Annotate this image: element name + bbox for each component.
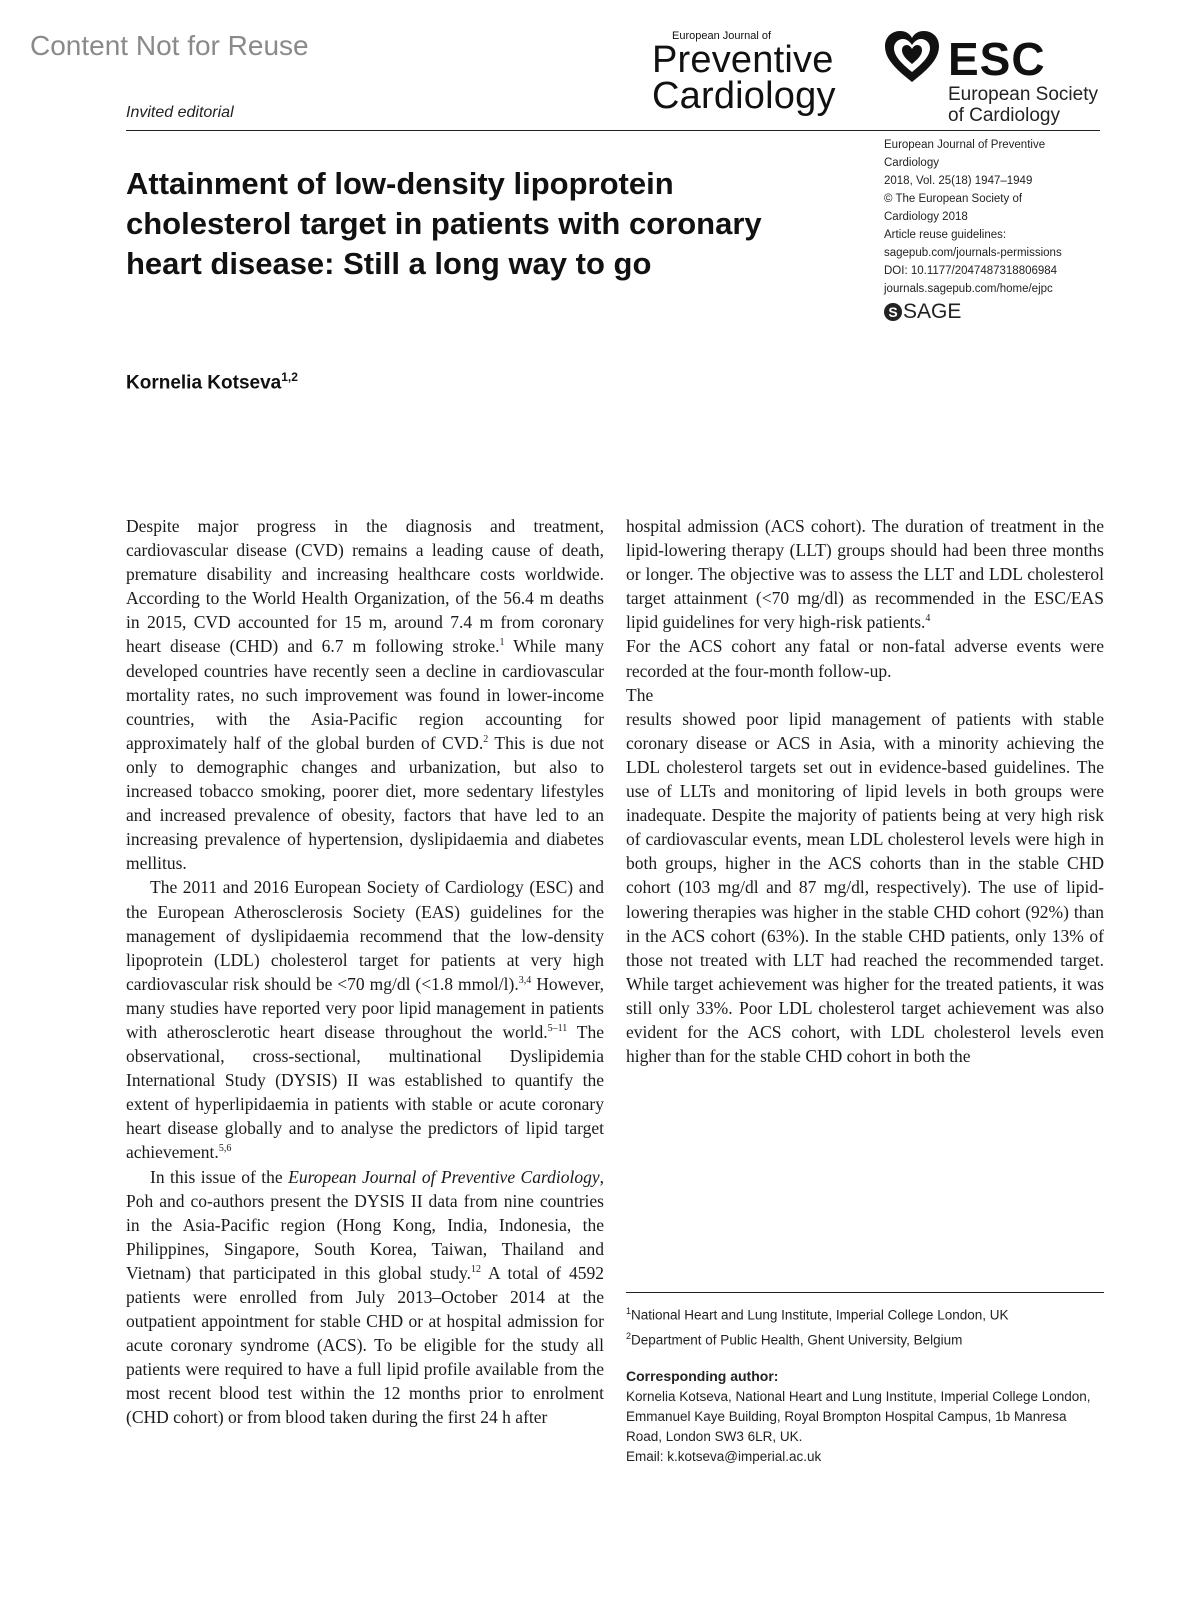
affiliation-text: Department of Public Health, Ghent University, Belgium bbox=[631, 1332, 963, 1347]
meta-line: Article reuse guidelines: bbox=[884, 229, 1007, 241]
body-text: This is due not only to demographic changes and urbanization, but also to increased tobacco smoking, poorer diet, more sedentary lifestyles and increased prevalence of obesity, factors that have led to an increasing prevalence of hypertension, dyslipidaemia and diabetes mellitus. bbox=[126, 732, 604, 874]
sage-badge-icon: S bbox=[884, 303, 902, 321]
meta-link[interactable]: journals.sagepub.com/home/ejpc bbox=[884, 283, 1053, 295]
body-paragraph-4 bbox=[626, 707, 1104, 1068]
meta-line: Cardiology bbox=[884, 157, 939, 169]
author-name: Kornelia Kotseva bbox=[126, 372, 282, 394]
citation-ref[interactable]: 3,4 bbox=[518, 974, 532, 986]
corresponding-author-address: Kornelia Kotseva, National Heart and Lung Institute, Imperial College London, Emmanuel Kaye Building, Royal Brompton Hospital Campus, 1b Manresa Road, London SW3 6LR, UK. bbox=[626, 1389, 1091, 1444]
citation-ref[interactable]: 5,6 bbox=[218, 1143, 232, 1155]
body-text: Despite major progress in the diagnosis and treatment, cardiovascular disease (CVD) remains a leading cause of death, premature disability and increasing healthcare costs worldwide. According to the World Health Organization, of the 56.4 m deaths in 2015, CVD accounted for 15 m, around 7.4 m from coronary heart disease (CHD) and 6.7 m following stroke. bbox=[126, 516, 604, 657]
body-text: While many developed countries have recently seen a decline in cardiovascular mortality rates, no such improvement was found in lower-income countries, with the Asia-Pacific region accounting for approximately half of the global burden of CVD. bbox=[126, 636, 605, 753]
esc-subtitle-line1: European Society bbox=[948, 84, 1098, 105]
body-column-right bbox=[626, 514, 1104, 1068]
body-paragraph-2 bbox=[126, 875, 604, 1164]
corresponding-author-email[interactable]: Email: k.kotseva@imperial.ac.uk bbox=[626, 1449, 822, 1464]
body-text: The bbox=[626, 684, 654, 705]
citation-ref[interactable]: 2 bbox=[483, 734, 489, 746]
journal-logo-line2: Cardiology bbox=[652, 75, 836, 117]
body-text: For the ACS cohort any fatal or non-fatal adverse events were recorded at the four-month follow-up. bbox=[626, 636, 1104, 681]
body-paragraph-1 bbox=[126, 514, 604, 875]
corresponding-author bbox=[626, 1366, 1104, 1467]
citation-ref[interactable]: 5–11 bbox=[547, 1023, 568, 1035]
body-text: A total of 4592 patients were enrolled from July 2013–October 2014 at the outpatient appointment for stable CHD or at hospital admission for acute coronary syndrome (ACS). To be eligible for the study all patients were required to have a full lipid profile available from the most recent blood test within the 12 months prior to enrolment (CHD cohort) or from blood taken during the first 24 h after bbox=[126, 1262, 605, 1428]
meta-doi: DOI: 10.1177/2047487318806984 bbox=[884, 265, 1058, 277]
body-text: hospital admission (ACS cohort). The duration of treatment in the lipid-lowering therapy (LLT) groups should had been three months or longer. The objective was to assess the LLT and LDL cholesterol target attainment (<70 mg/dl) as recommended in the ESC/EAS lipid guidelines for very high-risk patients. bbox=[626, 516, 1104, 633]
journal-name-italic: European Journal of Preventive Cardiology bbox=[288, 1166, 600, 1187]
body-column-left bbox=[126, 514, 604, 1430]
esc-subtitle-line2: of Cardiology bbox=[948, 105, 1060, 126]
section-label: Invited editorial bbox=[126, 104, 234, 121]
body-text: The observational, cross-sectional, multinational Dyslipidemia International Study (DYSIS) II was established to quantify the extent of hyperlipidaemia in patients with stable or acute coronary heart disease globally and to analyse the predictors of lipid target achievement. bbox=[126, 1021, 604, 1163]
body-paragraph-3 bbox=[626, 634, 1104, 682]
header-rule bbox=[126, 130, 1100, 131]
affiliation-item bbox=[626, 1326, 1104, 1351]
esc-subtitle bbox=[948, 84, 1098, 126]
article-meta bbox=[884, 136, 1100, 298]
body-paragraph-4 bbox=[626, 683, 1104, 707]
citation-ref[interactable]: 4 bbox=[925, 613, 931, 625]
author-line bbox=[126, 370, 298, 394]
sage-name: SAGE bbox=[903, 300, 962, 323]
affiliation-mark: 1 bbox=[626, 1306, 632, 1316]
body-text: , Poh and co-authors present the DYSIS II data from nine countries in the Asia-Pacific region (Hong Kong, India, Indonesia, the Philippines, Singapore, South Korea, Taiwan, Thailand and Vietnam) that participated in this global study. bbox=[126, 1166, 604, 1283]
corresponding-author-heading: Corresponding author: bbox=[626, 1368, 779, 1384]
affiliations bbox=[626, 1301, 1104, 1350]
citation-ref[interactable]: 12 bbox=[471, 1264, 482, 1276]
affiliation-text: National Heart and Lung Institute, Imperial College London, UK bbox=[631, 1307, 1009, 1323]
esc-heart-icon bbox=[882, 28, 942, 86]
affiliation-item bbox=[626, 1301, 1104, 1326]
journal-logo-small: European Journal of bbox=[672, 30, 772, 42]
meta-line: European Journal of Preventive bbox=[884, 139, 1046, 151]
esc-acronym: ESC bbox=[948, 33, 1046, 85]
sage-logo bbox=[884, 300, 961, 324]
journal-logo-line1: Preventive bbox=[652, 39, 834, 81]
footnote-rule bbox=[626, 1292, 1104, 1293]
body-text: However, many studies have reported very poor lipid management in patients with atherosclerotic heart disease throughout the world. bbox=[126, 973, 605, 1042]
meta-link[interactable]: sagepub.com/journals-permissions bbox=[884, 247, 1062, 259]
author-affiliation-marks: 1,2 bbox=[281, 370, 298, 384]
citation-ref[interactable]: 1 bbox=[499, 637, 505, 649]
meta-line: Cardiology 2018 bbox=[884, 211, 968, 223]
body-paragraph-3 bbox=[626, 514, 1104, 634]
body-text: results showed poor lipid management of patients with stable coronary disease or ACS in Asia, with a minority achieving the LDL cholesterol targets set out in evidence-based guidelines. The use of LLTs and monitoring of lipid levels in both groups were inadequate. Despite the majority of patients being at very high risk of cardiovascular events, mean LDL cholesterol levels were high in both groups, higher in the ACS cohorts than in the stable CHD cohort (103 mg/dl and 87 mg/dl, respectively). The use of lipid-lowering therapies was higher in the stable CHD cohort (92%) than in the ACS cohort (63%). In the stable CHD patients, only 13% of those not treated with LLT had reached the recommended target. While target achievement was higher for the treated patients, it was still only 33%. Poor LDL cholesterol target achievement was also evident for the ACS cohort, with LDL cholesterol levels even higher than for the stable CHD cohort in both the bbox=[626, 708, 1104, 1067]
body-text: In this issue of the bbox=[150, 1166, 289, 1187]
watermark-text: Content Not for Reuse bbox=[30, 30, 309, 61]
body-text: The 2011 and 2016 European Society of Cardiology (ESC) and the European Atherosclerosis Society (EAS) guidelines for the management of dyslipidaemia recommend that the low-density lipoprotein (LDL) cholesterol target for patients at very high cardiovascular risk should be <70 mg/dl (<1.8 mmol/l). bbox=[126, 877, 604, 994]
body-paragraph-3 bbox=[126, 1165, 604, 1430]
meta-line: © The European Society of bbox=[884, 193, 1023, 205]
journal-logo bbox=[652, 30, 872, 117]
article-title: Attainment of low-density lipoprotein cholesterol target in patients with coronary heart disease: Still a long way to go bbox=[126, 166, 762, 281]
meta-line: 2018, Vol. 25(18) 1947–1949 bbox=[884, 175, 1033, 187]
affiliation-mark: 2 bbox=[626, 1330, 632, 1341]
